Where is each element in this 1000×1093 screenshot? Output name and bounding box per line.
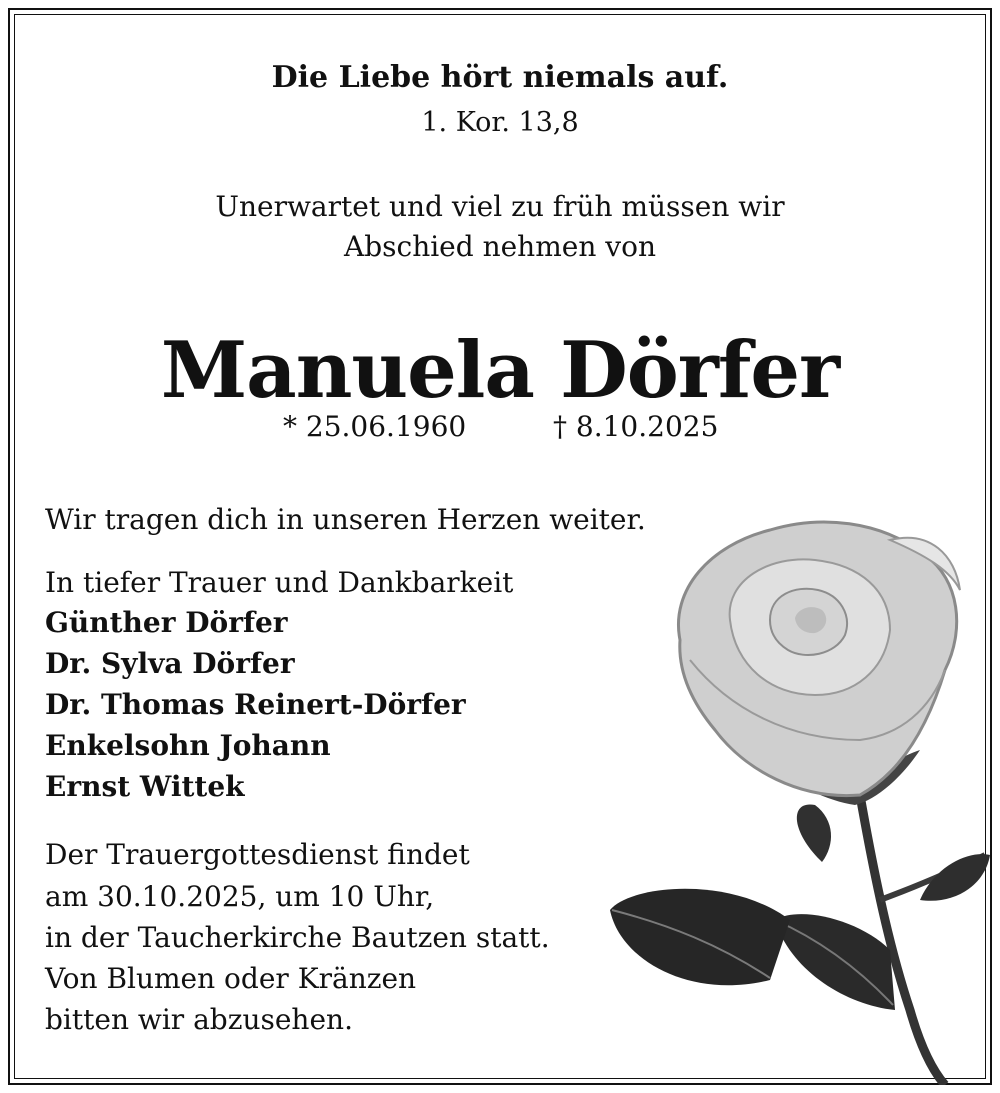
bible-verse: 1. Kor. 13,8: [421, 107, 579, 138]
mourner-name: Ernst Wittek: [45, 770, 245, 803]
intro-line-2: Abschied nehmen von: [344, 230, 656, 263]
motto: Die Liebe hört niemals auf.: [271, 60, 729, 95]
service-line: Der Trauergottesdienst findet: [45, 838, 470, 871]
service-line: Von Blumen oder Kränzen: [45, 962, 417, 995]
intro-line-1: Unerwartet und viel zu früh müssen wir: [215, 190, 785, 223]
service-line: am 30.10.2025, um 10 Uhr,: [45, 880, 435, 913]
mourner-name: Dr. Sylva Dörfer: [45, 647, 295, 680]
mourner-name: Enkelsohn Johann: [45, 729, 331, 762]
service-line: in der Taucherkirche Bautzen statt.: [45, 921, 550, 954]
closing-phrase: Wir tragen dich in unseren Herzen weiter.: [45, 503, 646, 536]
birth-date: * 25.06.1960: [283, 410, 467, 443]
death-date: † 8.10.2025: [553, 410, 719, 443]
mourners-intro: In tiefer Trauer und Dankbarkeit: [45, 566, 514, 599]
deceased-name: Manuela Dörfer: [160, 325, 840, 416]
service-line: bitten wir abzusehen.: [45, 1003, 353, 1036]
mourner-name: Günther Dörfer: [45, 606, 288, 639]
rose-illustration: [560, 500, 1000, 1085]
mourner-name: Dr. Thomas Reinert-Dörfer: [45, 688, 466, 721]
